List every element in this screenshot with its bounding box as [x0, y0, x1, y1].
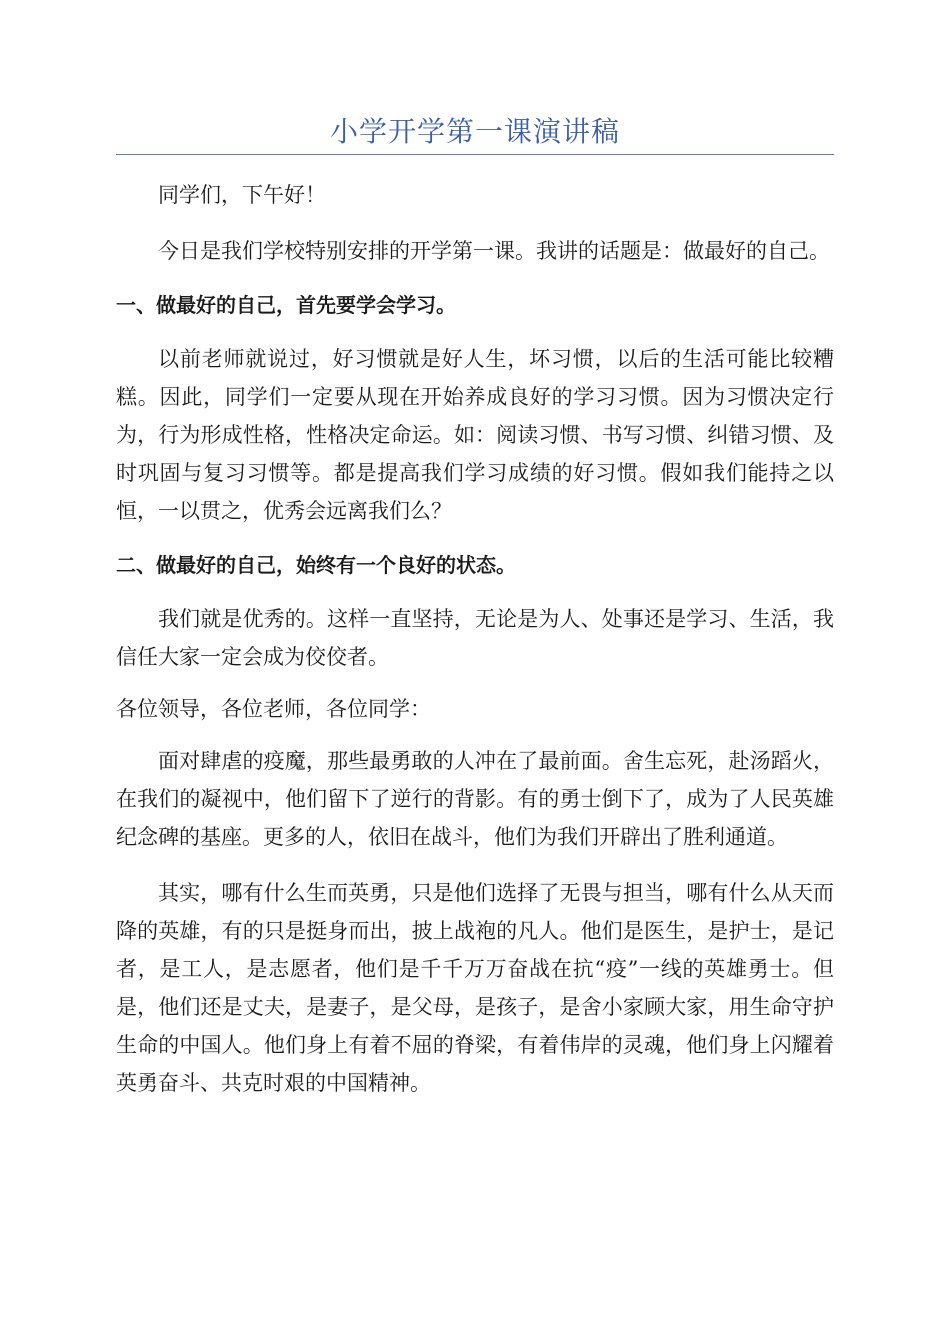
body-paragraph: 以前老师就说过，好习惯就是好人生，坏习惯，以后的生活可能比较糟糕。因此，同学们一定要从现在开始养成良好的学习习惯。因为习惯决定行为，行为形成性格，性格决定命运。如：阅读习惯、书写习惯、纠错习惯、及时巩固与复习习惯等。都是提高我们学习成绩的好习惯。假如我们能持之以恒，一以贯之，优秀会远离我们么？: [116, 347, 834, 523]
document-body: [116, 176, 834, 1102]
document-title: 小学开学第一课演讲稿: [329, 115, 620, 148]
body-paragraph: 面对肆虐的疫魔，那些最勇敢的人冲在了最前面。舍生忘死，赴汤蹈火，在我们的凝视中，他们留下了逆行的背影。有的勇士倒下了，成为了人民英雄纪念碑的基座。更多的人，依旧在战斗，他们为我们开辟出了胜利通道。: [116, 749, 834, 849]
body-paragraph: 我们就是优秀的。这样一直坚持，无论是为人、处事还是学习、生活，我信任大家一定会成为佼佼者。: [116, 607, 834, 669]
title-underline: [116, 154, 834, 155]
greeting-paragraph: 同学们，下午好！: [158, 183, 326, 207]
body-paragraph: 其实，哪有什么生而英勇，只是他们选择了无畏与担当，哪有什么从天而降的英雄，有的只是挺身而出，披上战袍的凡人。他们是医生，是护士，是记者，是工人，是志愿者，他们是千千万万奋战在抗“疫”一线的英雄勇士。但是，他们还是丈夫，是妻子，是父母，是孩子，是舍小家顾大家，用生命守护生命的中国人。他们身上有着不屈的脊梁，有着伟岸的灵魂，他们身上闪耀着英勇奋斗、共克时艰的中国精神。: [116, 881, 834, 1095]
intro-paragraph: 今日是我们学校特别安排的开学第一课。我讲的话题是：做最好的自己。: [158, 239, 830, 263]
salutation-paragraph: 各位领导，各位老师，各位同学：: [116, 697, 431, 721]
section-heading-2: 二、做最好的自己，始终有一个良好的状态。: [116, 553, 516, 577]
section-heading-1: 一、做最好的自己，首先要学会学习。: [116, 293, 456, 317]
